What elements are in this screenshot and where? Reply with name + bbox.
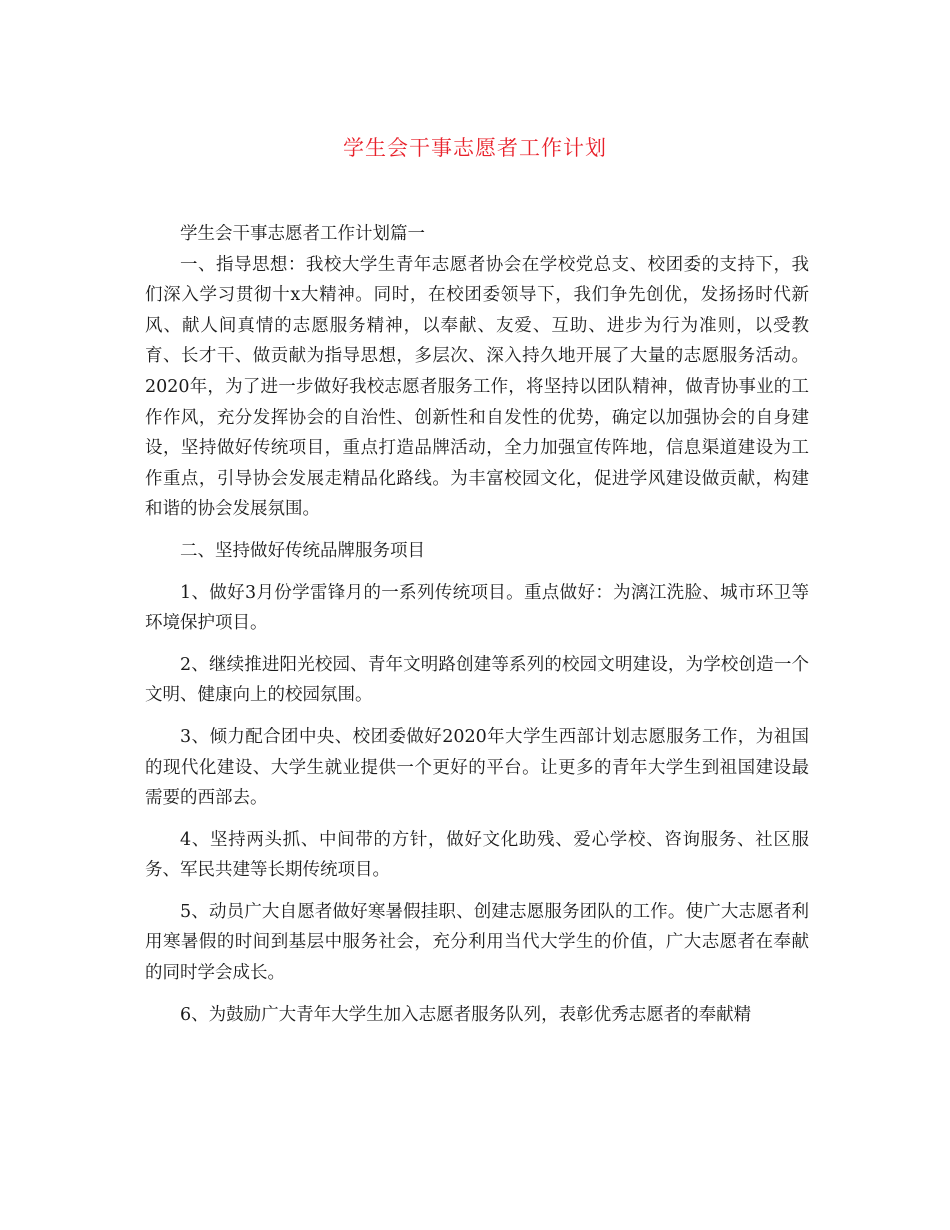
document-title: 学生会干事志愿者工作计划	[343, 136, 607, 160]
subtitle-paragraph: 学生会干事志愿者工作计划篇一	[180, 224, 425, 244]
list-item: 5、动员广大自愿者做好寒暑假挂职、创建志愿服务团队的工作。使广大志愿者利用寒暑假的时间到基层中服务社会，充分利用当代大学生的价值，广大志愿者在奉献的同时学会成长。	[145, 901, 809, 984]
list-item: 3、倾力配合团中央、校团委做好2020年大学生西部计划志愿服务工作，为祖国的现代化建设、大学生就业提供一个更好的平台。让更多的青年大学生到祖国建设最需要的西部去。	[145, 726, 809, 809]
list-item: 2、继续推进阳光校园、青年文明路创建等系列的校园文明建设，为学校创造一个文明、健康向上的校园氛围。	[145, 654, 809, 706]
list-item: 1、做好3月份学雷锋月的一系列传统项目。重点做好：为漓江洗脸、城市环卫等环境保护项目。	[145, 582, 809, 634]
section-1-paragraph: 一、指导思想：我校大学生青年志愿者协会在学校党总支、校团委的支持下，我们深入学习贯彻十x大精神。同时，在校团委领导下，我们争先创优，发扬扬时代新风、献人间真情的志愿服务精神，以奉献、友爱、互助、进步为行为准则，以受教育、长才干、做贡献为指导思想，多层次、深入持久地开展了大量的志愿服务活动。2020年，为了进一步做好我校志愿者服务工作，将坚持以团队精神，做青协事业的工作作风，充分发挥协会的自治性、创新性和自发性的优势，确定以加强协会的自身建设，坚持做好传统项目，重点打造品牌活动，全力加强宣传阵地，信息渠道建设为工作重点，引导协会发展走精品化路线。为丰富校园文化，促进学风建设做贡献，构建和谐的协会发展氛围。	[145, 254, 809, 520]
document-body	[145, 219, 809, 1030]
list-item: 4、坚持两头抓、中间带的方针，做好文化助残、爱心学校、咨询服务、社区服务、军民共建等长期传统项目。	[145, 829, 809, 881]
list-item: 6、为鼓励广大青年大学生加入志愿者服务队列，表彰优秀志愿者的奉献精	[180, 1004, 752, 1025]
section-2-heading: 二、坚持做好传统品牌服务项目	[180, 540, 425, 561]
